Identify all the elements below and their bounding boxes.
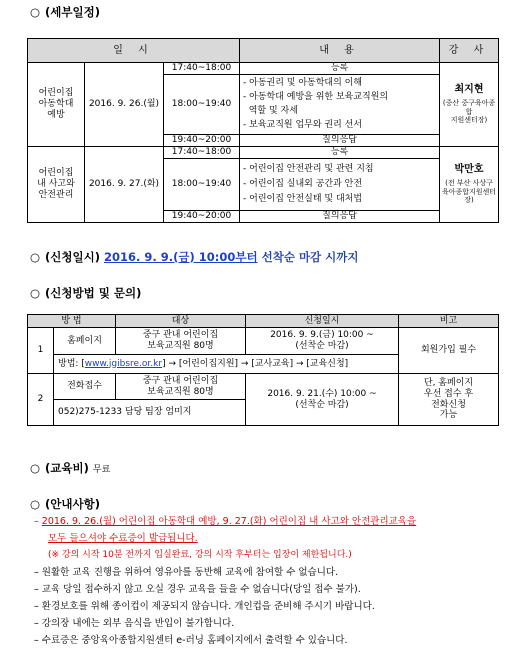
method-cell: 전화접수 — [54, 374, 116, 400]
target-cell: 중구 관내 어린이집 보육교직원 80명 — [116, 328, 246, 355]
apply-path-cell: 방법: [www.jgibsre.or.kr] → [어린이집지원] → [교사교육] → [교육신청] — [54, 355, 399, 374]
header-target: 대상 — [116, 315, 246, 328]
circle-bullet-icon: ○ — [30, 461, 41, 475]
header-method: 방 법 — [28, 315, 116, 328]
content-list-cell — [240, 74, 440, 134]
lecturer-name: 최지현 — [454, 84, 484, 96]
apply-row — [28, 328, 499, 355]
phone-cell: 052)275-1233 담당 팀장 엄미지 — [54, 400, 246, 426]
lecturer-org: (중산 중구육아종합 지원센터장) — [442, 99, 496, 125]
circle-bullet-icon: ○ — [30, 286, 41, 300]
notice-important: (※ 강의 시작 10분 전까지 입실완료, 강의 시작 후부터는 입장이 제한됩니다.) — [48, 550, 352, 560]
notice-important: 모두 들으셔야 수료증이 발급됩니다. — [48, 533, 198, 544]
time-slot: 18:00~19:40 — [164, 74, 240, 134]
content-cell: 질의응답 — [240, 134, 440, 146]
circle-bullet-icon: ○ — [30, 497, 41, 511]
apply-start-date: 2016. 9. 9.(금) 10:00부터 — [104, 250, 258, 264]
header-apply-date: 신청일시 — [246, 315, 399, 328]
circle-bullet-icon: ○ — [30, 5, 41, 19]
schedule-table — [27, 38, 499, 223]
list-item: – 원활한 교육 진행을 위하여 영유아를 동반해 교육에 참여할 수 없습니다. — [34, 567, 339, 578]
content-cell: 등록 — [240, 146, 440, 158]
time-slot: 19:40~20:00 — [164, 134, 240, 146]
apply-date-cell: 2016. 9. 21.(수) 10:00 ~ (선착순 마감) — [246, 374, 399, 426]
time-slot: 18:00~19:40 — [164, 158, 240, 210]
apply-row — [28, 374, 499, 400]
target-cell: 중구 관내 어린이집 보육교직원 80명 — [116, 374, 246, 400]
section-apply-method-title: ○ (신청방법 및 문의) — [30, 286, 142, 300]
list-item: - 보육교직원 업무와 권리 선서 — [243, 120, 363, 131]
list-item: – 수료증은 중앙육아종합지원센터 e-러닝 홈페이지에서 출력할 수 있습니다. — [34, 635, 348, 646]
course-title: 어린이집 아동학대 예방 — [28, 63, 85, 147]
time-slot: 17:40~18:00 — [164, 146, 240, 158]
circle-bullet-icon: ○ — [30, 250, 41, 264]
section-fee: ○ (교육비) 무료 — [30, 461, 111, 475]
list-item: - 어린이집 안전관리 및 관련 지침 — [243, 163, 374, 174]
time-slot: 19:40~20:00 — [164, 210, 240, 222]
apply-header-row — [28, 315, 499, 328]
section-notice-title: ○ (안내사항) — [30, 497, 100, 511]
time-slot: 17:40~18:00 — [164, 63, 240, 75]
note-cell: 회원가입 필수 — [399, 328, 499, 374]
schedule-row — [28, 146, 499, 158]
list-item: - 어린이집 안전실태 및 대처법 — [243, 193, 363, 204]
content-cell: 질의응답 — [240, 210, 440, 222]
header-datetime: 일 시 — [28, 39, 240, 63]
apply-deadline-note: 선착순 마감 시까지 — [261, 250, 359, 264]
content-list — [243, 76, 439, 132]
note-cell: 단, 홈페이지 우선 접수 후 전화신청 가능 — [399, 374, 499, 426]
list-item: - 어린이집 실내외 공간과 안전 — [243, 178, 363, 189]
schedule-header-row — [28, 39, 499, 63]
schedule-row — [28, 63, 499, 75]
course-date: 2016. 9. 27.(화) — [85, 146, 164, 222]
header-content: 내 용 — [240, 39, 440, 63]
content-list — [243, 162, 439, 207]
lecturer-cell — [440, 63, 499, 147]
apply-date-cell: 2016. 9. 9.(금) 10:00 ~ (선착순 마감) — [246, 328, 399, 355]
notice-important: – 2016. 9. 26.(월) 어린이집 아동학대 예방, 9. 27.(화) 어린이집 내 사고와 안전관리교육을 — [34, 516, 417, 527]
header-lecturer: 강 사 — [440, 39, 499, 63]
row-number: 1 — [28, 328, 54, 374]
list-item: – 교육 당일 접수하지 않고 오실 경우 교육을 들을 수 없습니다(당일 접수 불가). — [34, 584, 361, 595]
notice-list — [34, 513, 504, 649]
content-cell: 등록 — [240, 63, 440, 75]
lecturer-org: (전 부산 사상구 육아종합지원센터장) — [441, 179, 497, 204]
course-title: 어린이집 내 사고와 안전관리 — [28, 146, 85, 222]
content-list-cell — [240, 158, 440, 210]
homepage-link[interactable]: www.jgibsre.or.kr — [84, 358, 163, 369]
method-cell: 홈페이지 — [54, 328, 116, 355]
list-item: - 아동학대 예방을 위한 보육교직원의 역할 및 자세 — [243, 92, 389, 117]
course-date: 2016. 9. 26.(월) — [85, 63, 164, 147]
apply-table — [27, 314, 499, 426]
list-item: – 환경보호를 위해 종이컵이 제공되지 않습니다. 개인컵을 준비해 주시기 바랍니다. — [34, 601, 375, 612]
lecturer-name: 박만호 — [454, 164, 484, 176]
list-item: – 강의장 내에는 외부 음식을 반입이 불가합니다. — [34, 618, 235, 629]
section-apply-date: ○ (신청일시) 2016. 9. 9.(금) 10:00부터 선착순 마감 시까지 — [30, 250, 359, 264]
row-number: 2 — [28, 374, 54, 426]
header-note: 비고 — [399, 315, 499, 328]
section-schedule-title: ○ (세부일정) — [30, 5, 100, 19]
fee-value: 무료 — [92, 465, 111, 475]
lecturer-cell — [440, 146, 499, 222]
list-item: - 아동권리 및 아동학대의 이해 — [243, 78, 363, 89]
